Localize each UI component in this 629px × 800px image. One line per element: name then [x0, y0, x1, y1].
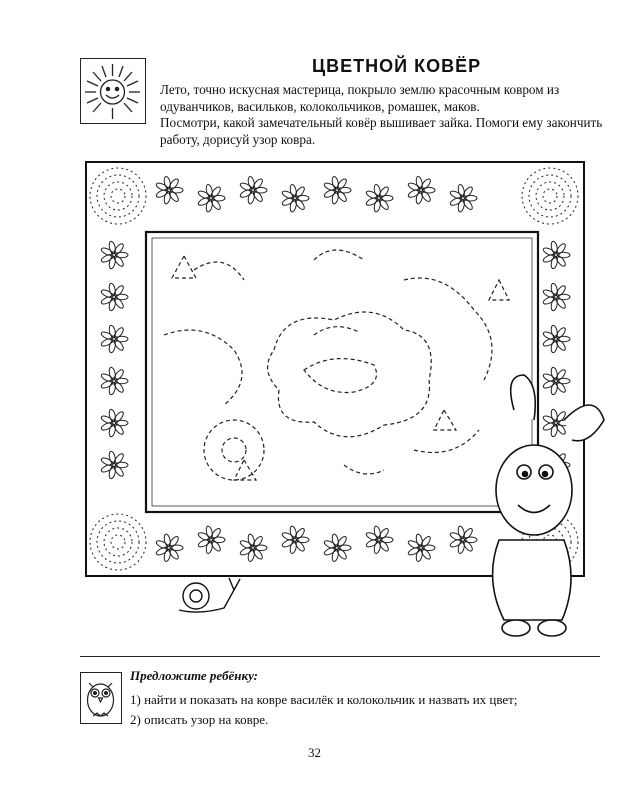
- page-number: 32: [308, 745, 321, 760]
- border-flower: [542, 283, 570, 312]
- border-flower: [100, 451, 128, 480]
- border-flower: [542, 325, 570, 354]
- border-flower: [100, 325, 128, 354]
- snail-icon: [179, 578, 240, 612]
- task-heading: Предложите ребёнку:: [130, 668, 259, 683]
- task-item: 1) найти и показать на ковре василёк и колокольчик и назвать их цвет;: [130, 692, 518, 707]
- carpet-inner-frame: [146, 232, 538, 512]
- border-flower: [239, 534, 267, 563]
- border-flower: [449, 184, 477, 213]
- intro-paragraph-1: Лето, точно искусная мастерица, покрыло землю красочным ковром из одуванчиков, васильков, колокольчиков, ромашек, маков.: [160, 82, 560, 114]
- border-flower: [449, 526, 477, 555]
- bunny-icon: [493, 375, 604, 636]
- border-flower: [100, 241, 128, 270]
- bell-flower: [172, 256, 196, 278]
- task-list: [130, 690, 517, 730]
- border-flower: [323, 176, 351, 205]
- border-flower: [281, 526, 309, 555]
- cornflower-flower: [204, 420, 264, 480]
- border-flower: [155, 176, 183, 205]
- section-divider: [80, 656, 600, 657]
- border-flower: [100, 409, 128, 438]
- border-flower: [407, 534, 435, 563]
- border-flower: [197, 184, 225, 213]
- border-flower: [542, 367, 570, 396]
- poppy-flower: [268, 312, 432, 437]
- border-flower: [197, 526, 225, 555]
- border-swirl: [90, 514, 146, 570]
- owl-icon: [80, 672, 122, 724]
- border-flower: [100, 283, 128, 312]
- border-flower: [323, 534, 351, 563]
- border-flower: [542, 241, 570, 270]
- border-flower: [100, 367, 128, 396]
- border-swirl: [522, 168, 578, 224]
- border-swirl: [90, 168, 146, 224]
- intro-paragraph-2: Посмотри, какой замечательный ковёр вышивает зайка. Помоги ему закончить работу, дорисуй узор ковра.: [160, 115, 603, 147]
- border-flower: [365, 526, 393, 555]
- carpet-pattern: [84, 160, 614, 650]
- border-flower: [407, 176, 435, 205]
- border-flower: [281, 184, 309, 213]
- task-item: 2) описать узор на ковре.: [130, 712, 269, 727]
- intro-text: [160, 82, 605, 148]
- border-flower: [155, 534, 183, 563]
- border-flower: [365, 184, 393, 213]
- border-flower: [239, 176, 267, 205]
- page-title: ЦВЕТНОЙ КОВЁР: [312, 56, 482, 76]
- sun-icon: [80, 58, 146, 124]
- inner-pattern: [164, 250, 509, 480]
